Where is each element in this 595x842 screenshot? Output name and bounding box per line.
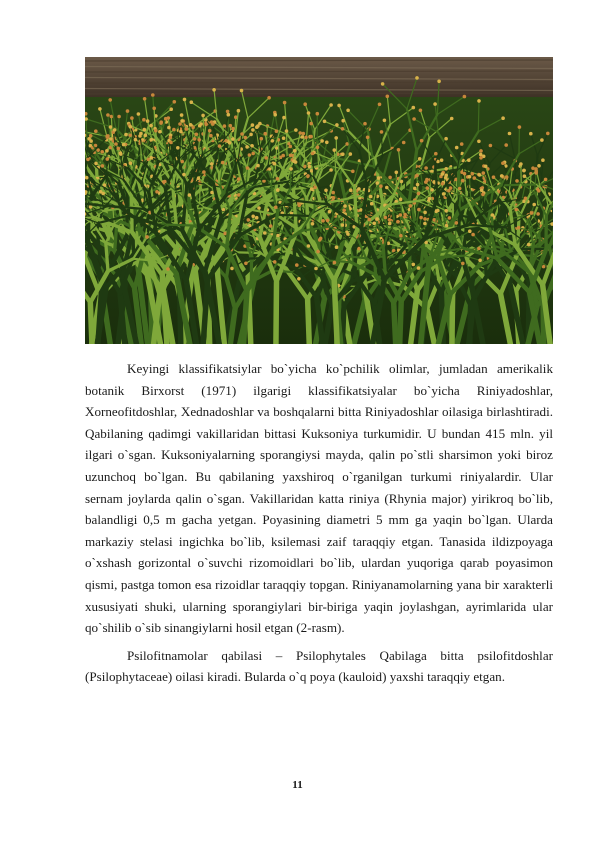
page-number: 11 — [292, 779, 303, 791]
paragraph-2: Psilofitnamolar qabilasi – Psilophytales Qabilaga bitta psilofitdoshlar (Psilophytaceae) oilasi kiradi. Bularda o`q poya (kauloid) yaxshi taraqqiy etgan. — [85, 647, 553, 685]
plant-photo — [85, 57, 553, 344]
paragraph-1: Keyingi klassifikatsiylar bo`yicha ko`pchilik olimlar, jumladan amerikalik botanik Birxorst (1971) ilgarigi klassifikatsiyalar bo`yicha Riniyadoshlar, Xorneofitdoshlar, Xednadoshlar va boshqalarni bitta Riniyadoshlar oilasiga birlashtiradi. Qabilaning qadimgi vakillaridan bittasi Kuksoniya turkumidir. U bundan 415 mln. yil ilgari o`sgan. Kuksoniyalarning sporangiysi mayda, qalin po`stli sharsimon yoki biroz uzunchoq bo`lgan. Bu qabilaning yaxshiroq o`rganilgan turkumi riniyalardir. Ular sernam joylarda qalin o`sgan. Vakillaridan katta riniya (Rhynia major) yirikroq bo`lib, balandligi 0,5 m gacha yetgan. Poyasining diametri 5 mm ga yaqin bo`lgan. Ularda markaziy stelasi ingichka bo`lib, ksilemasi zaif taraqqiy etgan. Tanasida ildizpoyaga o`xshash gorizontal o`suvchi rizomoidlari bo`lib, ulardan yuqoriga qarab poyasimon qismi, pastga tomon esa rizoidlar taraqqiy topgan. Riniyanamolarning yana bir xarakterli xususiyati shuki, ularning sporangiylari bir-biriga yaqin joylashgan, ayrimlarida ular qo`shilib o`sib sinangiylarni hosil etgan (2-rasm). — [85, 361, 553, 636]
wood-background — [85, 57, 553, 97]
body-text — [85, 358, 553, 694]
plant-photo-illustration — [85, 57, 553, 344]
